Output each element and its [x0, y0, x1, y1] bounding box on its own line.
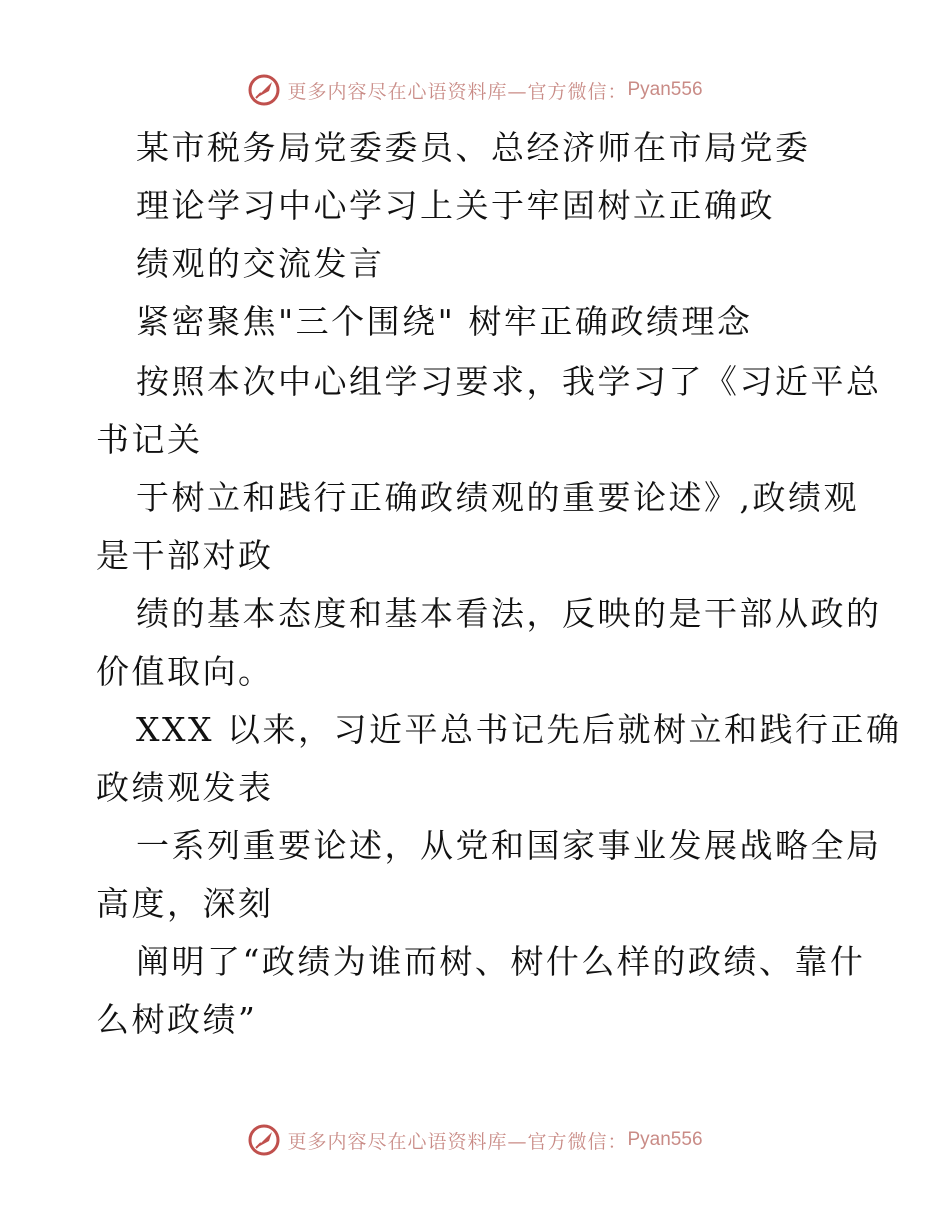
watermark-text: 更多内容尽在心语资料库—官方微信：: [287, 80, 628, 103]
paragraph-line: 么树政绩”: [96, 1000, 258, 1039]
paragraph-line: 按照本次中心组学习要求，我学习了《习近平总: [136, 362, 882, 401]
paragraph-line: 一系列重要论述，从党和国家事业发展战略全局: [136, 826, 882, 865]
paragraph-line: 是干部对政: [96, 536, 274, 575]
watermark-text: 更多内容尽在心语资料库—官方微信：: [287, 1130, 628, 1153]
paragraph-line: 绩的基本态度和基本看法，反映的是干部从政的: [136, 594, 882, 633]
paragraph-line: 高度，深刻: [96, 884, 274, 923]
paragraph-line: 于树立和践行正确政绩观的重要论述》,政绩观: [136, 478, 859, 517]
paragraph-line: 政绩观发表: [96, 768, 274, 807]
title-line-3: 绩观的交流发言: [136, 244, 385, 283]
subtitle: 紧密聚焦"三个围绕" 树牢正确政绩理念: [136, 302, 753, 341]
watermark-wechat-id: Pyan556: [627, 79, 703, 100]
title-line-2: 理论学习中心学习上关于牢固树立正确政: [136, 186, 775, 225]
footer-watermark: [0, 1120, 950, 1160]
header-watermark: [0, 70, 950, 110]
watermark-wechat-id: Pyan556: [627, 1129, 703, 1150]
title-line-1: 某市税务局党委委员、总经济师在市局党委: [136, 128, 811, 167]
paragraph-line: XXX 以来，习近平总书记先后就树立和践行正确: [136, 710, 902, 749]
paragraph-line: 书记关: [96, 420, 203, 459]
quill-seal-icon: [247, 73, 281, 107]
paragraph-line: 价值取向。: [96, 652, 274, 691]
quill-seal-icon: [247, 1123, 281, 1157]
paragraph-line: 阐明了“政绩为谁而树、树什么样的政绩、靠什: [136, 942, 866, 981]
